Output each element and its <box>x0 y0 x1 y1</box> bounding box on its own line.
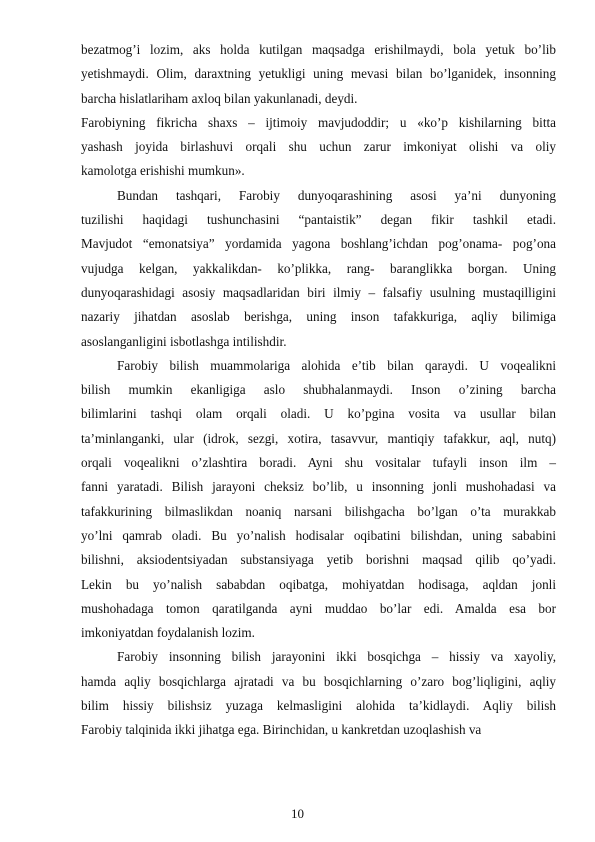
text-line: nazariy jihatdan asoslab berishga, uning inson tafakkuriga, aqliy bilimiga <box>81 309 556 325</box>
text-line: yashash joyida birlashuvi orqali shu uchun zarur imkoniyat olishi va oliy <box>81 139 556 155</box>
text-line: Farobiy insonning bilish jarayonini ikki bosqichga – hissiy va xayoliy, <box>117 649 556 665</box>
text-line: bilishni, aksiodentsiyadan substansiyaga yetib borishni maqsad qilib qo’yadi. <box>81 552 556 568</box>
text-line: barcha hislatlariham axloq bilan yakunlanadi, deydi. <box>81 90 358 106</box>
page-number: 10 <box>291 806 304 821</box>
text-line: Mavjudot “emonatsiya” yordamida yagona boshlang’ichdan pog’onama- pog’ona <box>81 236 556 252</box>
paragraph <box>81 184 556 354</box>
text-line: orqali voqealikni o’zlashtira boradi. Ayni shu vositalar tufayli inson ilm – <box>81 455 556 471</box>
text-line: asoslanganligini isbotlashga intilishdir. <box>81 333 287 349</box>
text-line: Bundan tashqari, Farobiy dunyoqarashining asosi ya’ni dunyoning <box>117 187 556 203</box>
text-line: Farobiy talqinida ikki jihatga ega. Birinchidan, u kankretdan uzoqlashish va <box>81 722 482 738</box>
paragraph <box>81 354 556 646</box>
text-line: imkoniyatdan foydalanish lozim. <box>81 625 255 641</box>
text-line: vujudga kelgan, yakkalikdan- ko’plikka, rang- baranglikka borgan. Uning <box>81 260 556 276</box>
paragraph <box>81 38 556 111</box>
body-text <box>81 38 556 743</box>
text-line: fanni yaratadi. Bilish jarayoni cheksiz bo’lib, u insonning jonli mushohadasi va <box>81 479 556 495</box>
text-line: tuzilishi haqidagi tushunchasini “pantaistik” degan fikir tashkil etadi. <box>81 212 556 228</box>
paragraph <box>81 645 556 742</box>
text-line: mushohadaga tomon qaratilganda ayni muddao bo’lar edi. Amalda esa bor <box>81 600 556 616</box>
text-line: bezatmog’i lozim, aks holda kutilgan maqsadga erishilmaydi, bola yetuk bo’lib <box>81 42 556 57</box>
text-line: bilish mumkin ekanligiga aslo shubhalanmaydi. Inson o’zining barcha <box>81 382 556 398</box>
text-line: bilimlarini tashqi olam orqali oladi. U ko’pgina vosita va usullar bilan <box>81 406 556 422</box>
text-line: yetishmaydi. Olim, daraxtning yetukligi uning mevasi bilan bo’lganidek, insonning <box>81 66 556 82</box>
text-line: kamolotga erishishi mumkun». <box>81 163 245 179</box>
text-line: Farobiyning fikricha shaxs – ijtimoiy mavjudoddir; u «ko’p kishilarning bitta <box>81 114 556 130</box>
text-line: bilim hissiy bilishsiz yuzaga kelmasligini alohida ta’kidlaydi. Aqliy bilish <box>81 698 556 714</box>
text-line: yo’lni qamrab oladi. Bu yo’nalish hodisalar oqibatini bilishdan, uning sababini <box>81 527 556 543</box>
text-line: Lekin bu yo’nalish sababdan oqibatga, mohiyatdan hodisaga, aqldan jonli <box>81 576 556 592</box>
text-line: Farobiy bilish muammolariga alohida e’tib bilan qaraydi. U voqealikni <box>117 357 556 373</box>
text-line: dunyoqarashidagi asosiy maqsadlaridan biri ilmiy – falsafiy usulning mustaqilligini <box>81 284 556 300</box>
text-line: hamda aqliy bosqichlarga ajratadi va bu bosqichlarning o’zaro bog’liqligini, aqliy <box>81 673 556 689</box>
text-line: tafakkurining bilmaslikdan noaniq narsani bilishgacha bo’lgan o’ta murakkab <box>81 503 556 519</box>
text-line: ta’minlanganki, ular (idrok, sezgi, xotira, tasavvur, mantiqiy tafakkur, aql, nutq) <box>81 430 556 446</box>
paragraph <box>81 111 556 184</box>
